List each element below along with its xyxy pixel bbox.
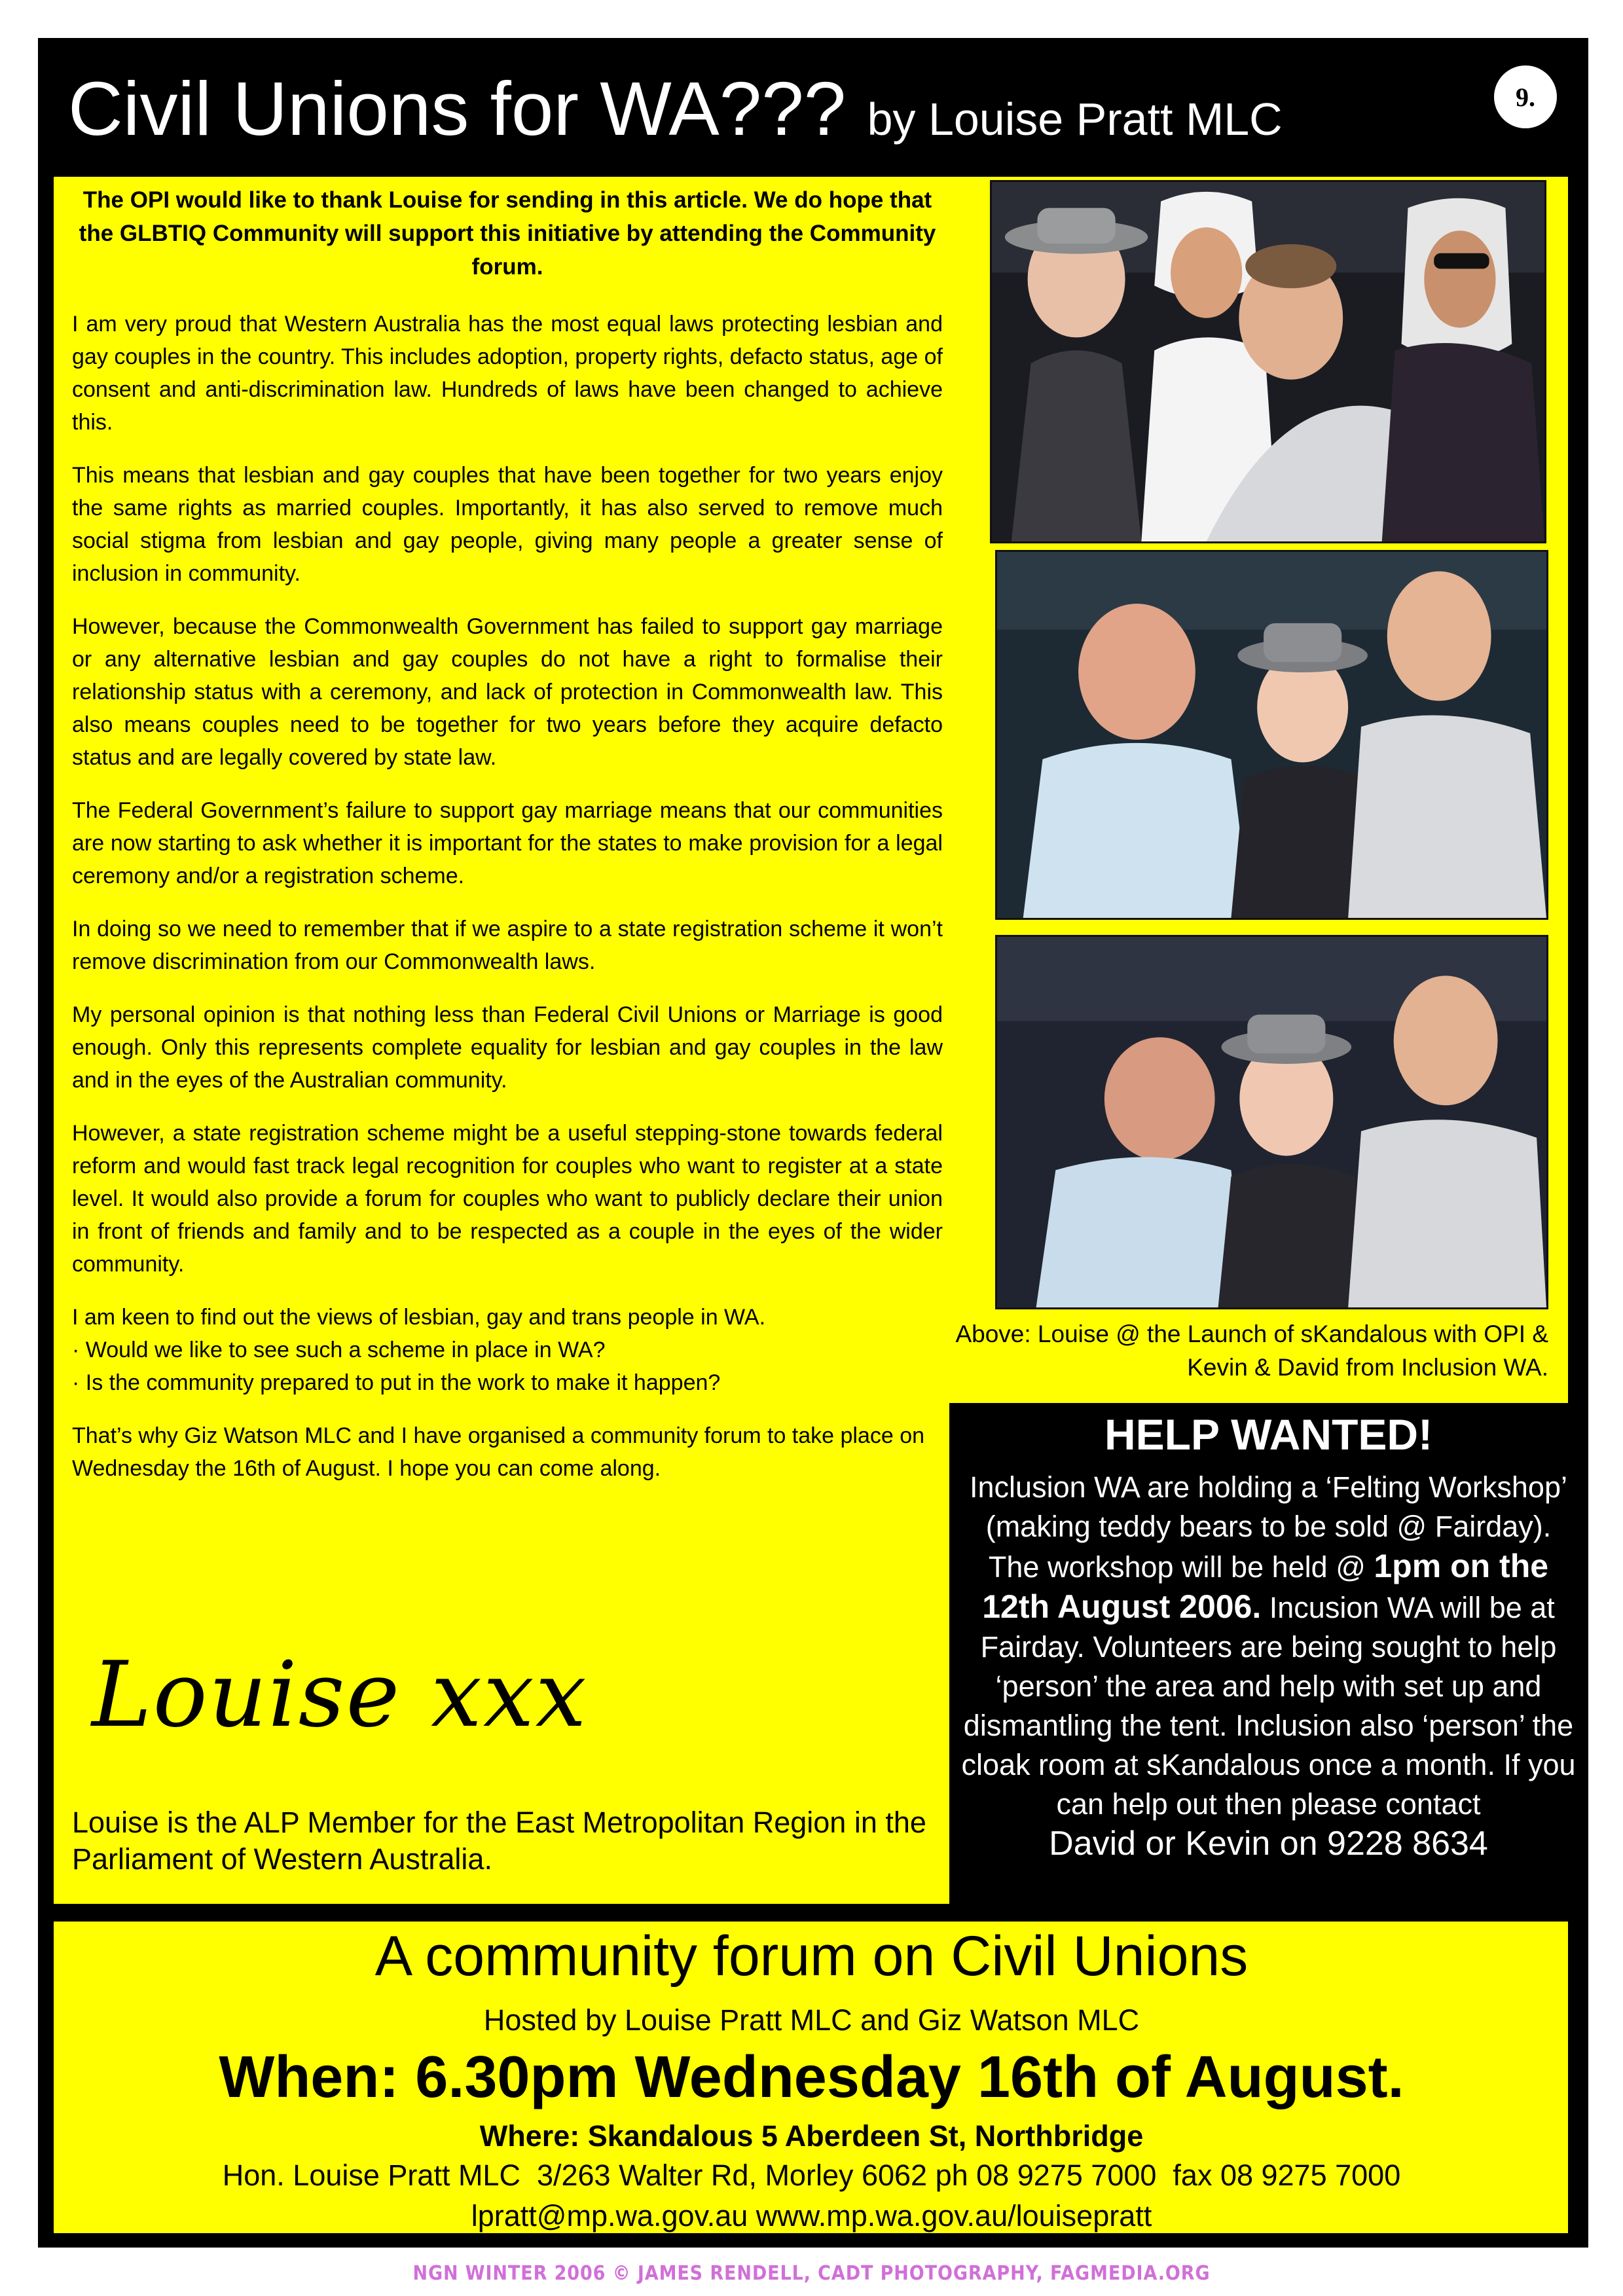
- article-intro: The OPI would like to thank Louise for sending in this article. We do hope that the GLBTIQ Community will support this initiative by attending the Community forum.: [79, 187, 936, 280]
- help-wanted-title: HELP WANTED!: [1104, 1410, 1433, 1459]
- title-byline: by Louise Pratt MLC: [867, 94, 1283, 145]
- help-wanted-box: [949, 1403, 1588, 1912]
- forum-where: Where: Skandalous 5 Aberdeen St, Northbridge: [479, 2119, 1144, 2153]
- title-main: Civil Unions for WA???: [68, 66, 847, 151]
- help-body-part2: Incusion WA will be at Fairday. Volunteers are being sought to help ‘person’ the area and help with set up and dismantling the tent. Inclusion also ‘person’ the cloak room at sKandalous once a month. If you can help out then please contact: [961, 1591, 1576, 1821]
- photo-caption: Above: Louise @ the Launch of sKandalous with OPI & Kevin & David from Inclusion WA.: [955, 1321, 1548, 1381]
- forum-hosted: Hosted by Louise Pratt MLC and Giz Watson MLC: [483, 2003, 1140, 2037]
- article-paragraph: However, because the Commonwealth Government has failed to support gay marriage or any alternative lesbian and gay couples do not have a right to formalise their relationship status with a ceremony, and lack of protection in Commonwealth law. This also means couples need to be together for two years before they acquire defacto status and are legally covered by state law.: [72, 614, 943, 770]
- forum-title: A community forum on Civil Unions: [374, 1925, 1249, 1988]
- article-paragraph: In doing so we need to remember that if we aspire to a state registration scheme it won’t remove discrimination from our Commonwealth laws.: [72, 917, 943, 974]
- footer-credit: NGN WINTER 2006 © JAMES RENDELL, CADT PHOTOGRAPHY, FAGMEDIA.ORG: [412, 2262, 1211, 2285]
- help-body-part1: Inclusion WA are holding a ‘Felting Workshop’ (making teddy bears to be sold @ Fairday). The workshop will be held @: [970, 1470, 1567, 1584]
- help-wanted-contact: David or Kevin on 9228 8634: [1049, 1825, 1488, 1863]
- article-paragraph: I am very proud that Western Australia has the most equal laws protecting lesbian and gay couples in the country. This includes adoption, property rights, defacto status, age of consent and anti-discrimination law. Hundreds of laws have been changed to achieve this.: [72, 312, 943, 435]
- forum-web: lpratt@mp.wa.gov.au www.mp.wa.gov.au/louisepratt: [471, 2199, 1152, 2232]
- help-wanted-body: [949, 1468, 1588, 1824]
- article-body: [72, 308, 943, 1505]
- author-bio: Louise is the ALP Member for the East Metropolitan Region in the Parliament of Western Australia.: [72, 1806, 926, 1876]
- article-closing: That’s why Giz Watson MLC and I have organised a community forum to take place on Wednesday the 16th of August. I hope you can come along.: [72, 1423, 925, 1481]
- article-paragraph: My personal opinion is that nothing less than Federal Civil Unions or Marriage is good enough. Only this represents complete equality for lesbian and gay couples in the law and in the eyes of the Australian community.: [72, 1002, 943, 1093]
- page-number-badge: 9.: [1494, 65, 1557, 128]
- article-paragraph: However, a state registration scheme might be a useful stepping-stone towards federal reform and would fast track legal recognition for couples who want to register at a state level. It would also provide a forum for couples who want to publicly declare their union in front of friends and family and to be respected as a couple in the eyes of the wider community.: [72, 1121, 943, 1277]
- views-block: [72, 1301, 943, 1399]
- help-body-date: 1pm on the 12th August 2006.: [982, 1548, 1549, 1625]
- event-photo-1: [990, 180, 1546, 543]
- event-photo-3: [995, 935, 1548, 1309]
- event-photo-2: [995, 550, 1548, 920]
- bullet-item: · Would we like to see such a scheme in place in WA?: [72, 1338, 606, 1362]
- page-title: [68, 66, 1283, 151]
- bullet-item: · Is the community prepared to put in the work to make it happen?: [72, 1370, 721, 1395]
- forum-contact: Hon. Louise Pratt MLC 3/263 Walter Rd, Morley 6062 ph 08 9275 7000 fax 08 9275 7000: [222, 2159, 1401, 2192]
- article-paragraph: This means that lesbian and gay couples that have been together for two years enjoy the same rights as married couples. Importantly, it has also served to remove much social stigma from lesbian and gay people, giving many people a greater sense of inclusion in community.: [72, 463, 943, 586]
- signature: Louise xxx: [92, 1642, 588, 1747]
- forum-when: When: 6.30pm Wednesday 16th of August.: [219, 2045, 1404, 2110]
- article-paragraph: The Federal Government’s failure to support gay marriage means that our communities are now starting to ask whether it is important for the states to make provision for a legal ceremony and/or a registration scheme.: [72, 798, 943, 888]
- views-intro: I am keen to find out the views of lesbian, gay and trans people in WA.: [72, 1305, 766, 1330]
